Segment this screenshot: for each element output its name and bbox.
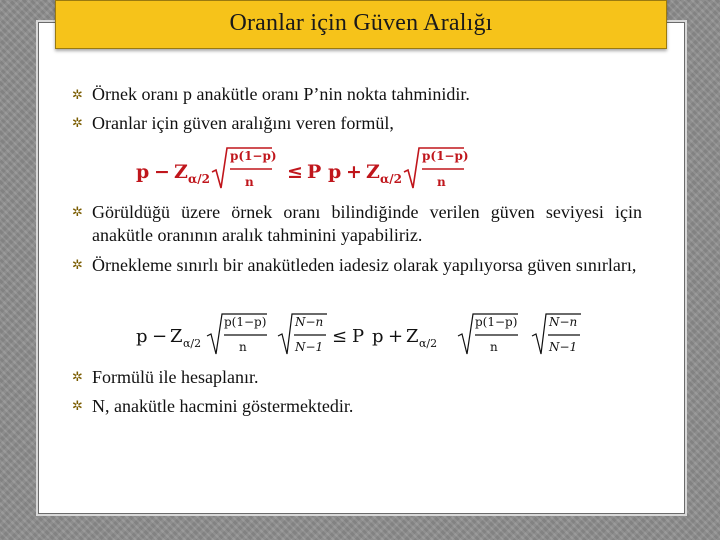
formula-p: p bbox=[136, 161, 150, 183]
formula2-z2: Z bbox=[406, 326, 419, 347]
formula2-fpc-den2: N−1 bbox=[549, 340, 578, 354]
formula2-sub2: α/2 bbox=[419, 337, 438, 350]
formula-plus: + bbox=[346, 161, 362, 183]
bullet-text: N, anakütle hacmini göstermektedir. bbox=[92, 396, 354, 416]
formula2-p: p bbox=[136, 326, 148, 347]
formula2-denominator: n bbox=[239, 340, 247, 354]
bullet-point bbox=[72, 254, 642, 277]
bullet-point bbox=[72, 395, 642, 418]
gear-cog-bullet-icon: ✲ bbox=[72, 205, 83, 220]
formula2-fpc-num: N−n bbox=[295, 315, 324, 329]
formula-P: P bbox=[307, 161, 322, 183]
formula-sub: α/2 bbox=[188, 172, 210, 186]
formula2-plus: + bbox=[388, 326, 404, 347]
bullet-point bbox=[72, 201, 642, 247]
formula2-p2: p bbox=[372, 326, 384, 347]
formula2-numerator2: p(1−p) bbox=[475, 315, 518, 329]
formula-sub2: α/2 bbox=[380, 172, 402, 186]
formula2-z: Z bbox=[170, 326, 183, 347]
formula2-denominator2: n bbox=[490, 340, 498, 354]
gear-cog-bullet-icon: ✲ bbox=[72, 88, 83, 103]
bullet-text: Oranlar için güven aralığını veren formül, bbox=[92, 113, 394, 133]
formula2-fpc-den: N−1 bbox=[295, 340, 324, 354]
gear-cog-bullet-icon: ✲ bbox=[72, 399, 83, 414]
formula-z2: Z bbox=[366, 161, 380, 183]
bullet-text: Görüldüğü üzere örnek oranı bilindiğinde verilen güven seviyesi için anakütle oranının aralık tahminini yapabiliriz. bbox=[92, 202, 642, 245]
bullet-point bbox=[72, 112, 642, 135]
formula-1-svg bbox=[132, 142, 492, 194]
bullet-text: Örnekleme sınırlı bir anakütleden iadesiz olarak yapılıyorsa güven sınırları, bbox=[92, 255, 637, 275]
formula-z: Z bbox=[174, 161, 188, 183]
formula2-fpc-num2: N−n bbox=[549, 315, 578, 329]
gear-cog-bullet-icon: ✲ bbox=[72, 116, 83, 131]
gear-cog-bullet-icon: ✲ bbox=[72, 370, 83, 385]
formula-denominator2: n bbox=[437, 175, 446, 189]
bullet-point bbox=[72, 366, 642, 389]
formula-minus: − bbox=[154, 161, 170, 183]
formula2-leq: ≤ bbox=[332, 326, 348, 347]
bullet-text: Örnek oranı p anakütle oranı P’nin nokta tahminidir. bbox=[92, 84, 470, 104]
formula-2-svg bbox=[132, 306, 592, 358]
formula2-sub: α/2 bbox=[183, 337, 202, 350]
bullet-point bbox=[72, 83, 642, 106]
formula2-P: P bbox=[352, 326, 365, 347]
slide-title: Oranlar için Güven Aralığı bbox=[229, 10, 493, 36]
formula-denominator: n bbox=[245, 175, 254, 189]
bullet-text: Formülü ile hesaplanır. bbox=[92, 367, 259, 387]
confidence-interval-formula bbox=[132, 142, 492, 199]
formula-numerator: p(1−p) bbox=[230, 149, 277, 163]
formula-numerator2: p(1−p) bbox=[422, 149, 469, 163]
gear-cog-bullet-icon: ✲ bbox=[72, 258, 83, 273]
formula2-numerator: p(1−p) bbox=[224, 315, 267, 329]
formula-leq: ≤ bbox=[287, 161, 303, 183]
formula-p2: p bbox=[328, 161, 342, 183]
finite-population-formula bbox=[132, 306, 592, 363]
formula2-minus: − bbox=[152, 326, 168, 347]
